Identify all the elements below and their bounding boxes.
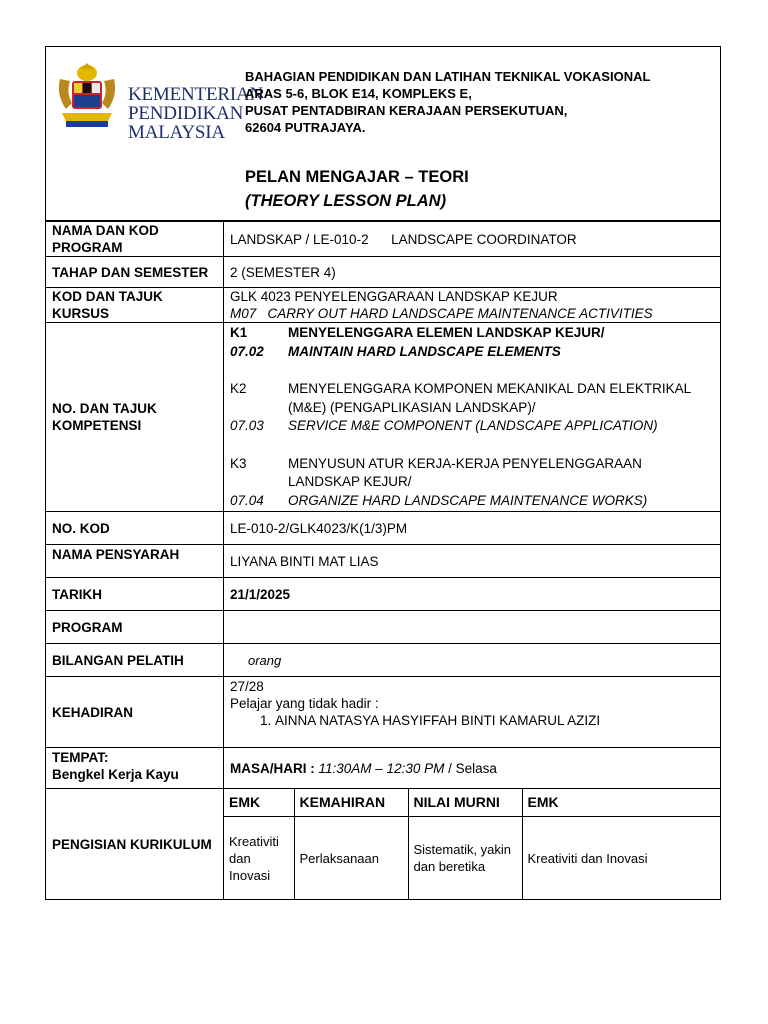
address-block [245,68,650,136]
ministry-line: KEMENTERIAN [128,84,264,105]
program-label: NAMA DAN KOD PROGRAM [46,222,224,257]
masa-day: / Selasa [448,760,497,776]
tempat-label [46,748,224,789]
programrow-label: PROGRAM [46,611,224,644]
kurikulum-value: Kreativiti dan Inovasi [229,833,279,883]
program-code: LANDSKAP / LE-010-2 [230,231,369,247]
table-row [46,677,721,748]
k3-sub-text: ORGANIZE HARD LANDSCAPE MAINTENANCE WORKS) [288,492,648,508]
absent-note: Pelajar yang tidak hadir : [230,696,379,711]
table-row [46,323,721,512]
k1-code: K1 [230,325,248,340]
kurikulum-label: PENGISIAN KURIKULUM [46,789,224,900]
kurikulum-grid [224,789,720,899]
kursus-line-english [230,305,714,322]
absent-list [230,712,714,729]
kurikulum-header-row [224,789,720,817]
tempat-heading: TEMPAT: [52,750,109,765]
program-name: LANDSCAPE COORDINATOR [391,231,577,247]
coat-of-arms-icon [52,63,122,131]
table-row [46,644,721,677]
masa-value [224,748,721,789]
table-row [46,545,721,578]
tarikh-label: TARIKH [46,578,224,611]
k1-text: MENYELENGGARA ELEMEN LANDSKAP KEJUR/ [288,325,605,340]
absent-student: 1. AINNA NATASYA HASYIFFAH BINTI KAMARUL AZIZI [275,712,714,729]
kursus-label: KOD DAN TAJUK KURSUS [46,288,224,323]
address-line: BAHAGIAN PENDIDIKAN DAN LATIHAN TEKNIKAL VOKASIONAL [245,69,651,84]
k3-sub-code: 07.04 [230,492,264,508]
table-row [46,789,721,900]
kurikulum-header: NILAI MURNI [408,789,522,817]
table-row [46,222,721,257]
kurikulum-value-row [224,817,720,900]
bilangan-label: BILANGAN PELATIH [46,644,224,677]
nokod-value: LE-010-2/GLK4023/K(1/3)PM [224,512,721,545]
kurikulum-value: Sistematik, yakin dan beretika [408,817,522,900]
kurikulum-header: EMK [224,789,294,817]
table-row [46,512,721,545]
k3-code: K3 [230,455,247,471]
kompetensi-label: NO. DAN TAJUK KOMPETENSI [46,323,224,512]
k2-sub-code: 07.03 [230,418,264,433]
address-line: PUSAT PENTADBIRAN KERAJAAN PERSEKUTUAN, [245,103,568,118]
programrow-value [224,611,721,644]
bilangan-value: orang [224,644,721,677]
address-line: ARAS 5-6, BLOK E14, KOMPLEKS E, [245,86,472,101]
nokod-label: NO. KOD [46,512,224,545]
table-row [46,748,721,789]
masa-label: MASA/HARI : [230,760,315,776]
ministry-line: MALAYSIA [128,122,225,143]
plan-subtitle: (THEORY LESSON PLAN) [245,192,447,210]
masa-time: 11:30AM – 12:30 PM [318,760,445,776]
tahap-value: 2 (SEMESTER 4) [224,257,721,288]
kursus-value [224,288,721,323]
k2-code: K2 [230,381,247,396]
table-row [46,257,721,288]
address-line: 62604 PUTRAJAYA. [245,120,366,135]
k1-sub-text: MAINTAIN HARD LANDSCAPE ELEMENTS [288,343,561,359]
kehadiran-label: KEHADIRAN [46,677,224,748]
kehadiran-value [224,677,721,748]
program-value [224,222,721,257]
plan-title: PELAN MENGAJAR – TEORI [245,168,469,186]
lesson-plan-table [45,221,721,900]
kurikulum-grid-cell [224,789,721,900]
kurikulum-header: KEMAHIRAN [294,789,408,817]
module-code: M07 [230,306,257,321]
ministry-logo [52,63,264,143]
document-header [45,46,721,221]
table-row [46,611,721,644]
k3-text: MENYUSUN ATUR KERJA-KERJA PENYELENGGARAAN LANDSKAP KEJUR/ [288,455,642,489]
table-row [46,578,721,611]
ministry-name [128,85,263,142]
pensyarah-label: NAMA PENSYARAH [46,545,224,578]
tarikh-value: 21/1/2025 [224,578,721,611]
attendance-count: 27/28 [230,679,264,694]
kurikulum-value: Kreativiti dan Inovasi [522,817,720,900]
k2-sub-text: SERVICE M&E COMPONENT (LANDSCAPE APPLICATION) [288,418,658,433]
ministry-line: PENDIDIKAN [128,103,244,124]
kurikulum-header: EMK [522,789,720,817]
pensyarah-value: LIYANA BINTI MAT LIAS [224,545,721,578]
table-row [46,288,721,323]
module-title: CARRY OUT HARD LANDSCAPE MAINTENANCE ACTIVITIES [267,306,653,321]
k1-sub-code: 07.02 [230,343,264,359]
tempat-place: Bengkel Kerja Kayu [52,767,179,782]
k2-text: MENYELENGGARA KOMPONEN MEKANIKAL DAN ELEKTRIKAL (M&E) (PENGAPLIKASIAN LANDSKAP)/ [288,381,691,415]
kurikulum-value: Perlaksanaan [294,817,408,900]
tahap-label: TAHAP DAN SEMESTER [46,257,224,288]
kompetensi-value [224,323,721,512]
kursus-line: GLK 4023 PENYELENGGARAAN LANDSKAP KEJUR [230,289,558,304]
